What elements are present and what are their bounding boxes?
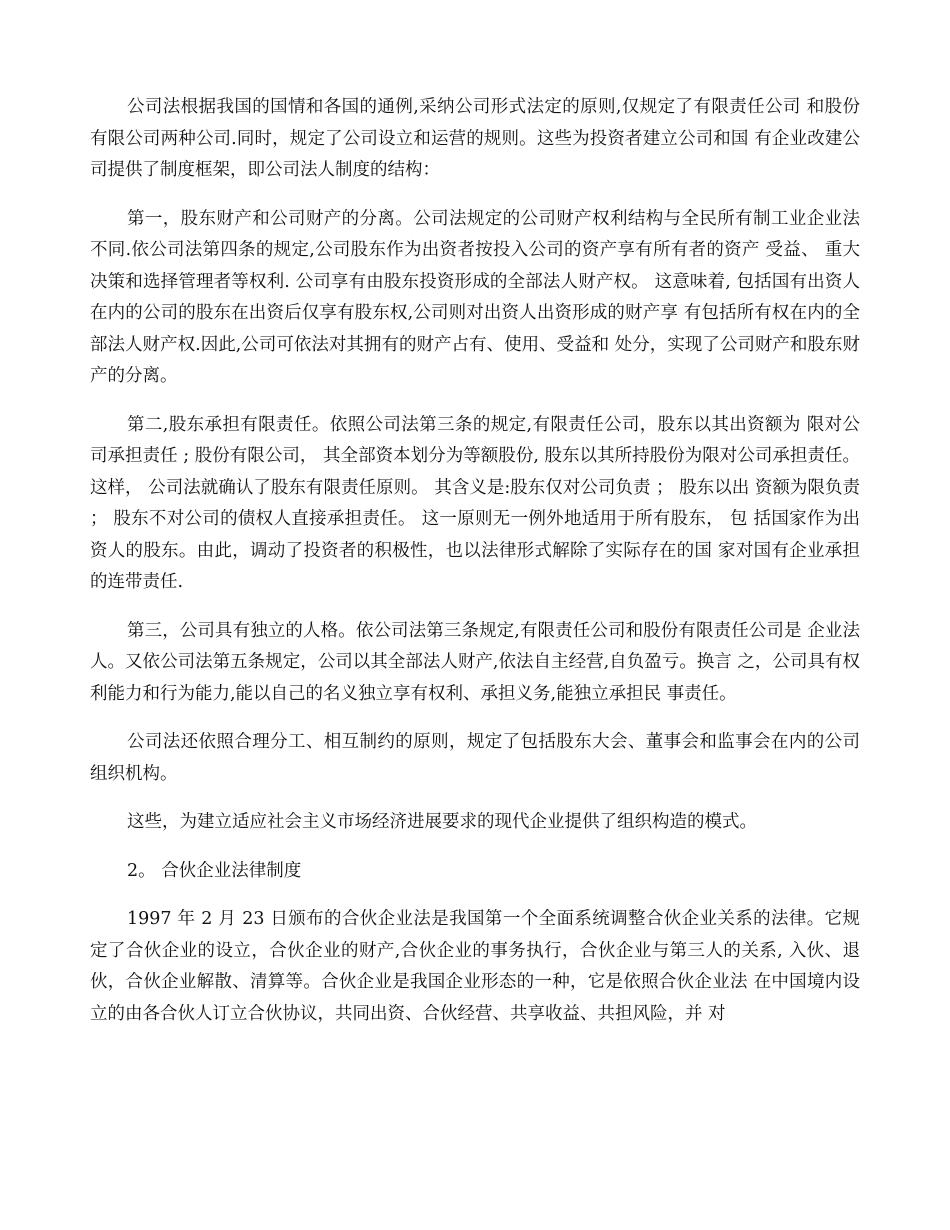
paragraph-modern-enterprise-model: 这些，为建立适应社会主义市场经济进展要求的现代企业提供了组织构造的模式。 (127, 812, 757, 832)
paragraph-third-independent-personality: 第三，公司具有独立的人格。依公司法第三条规定,有限责任公司和股份有限责任公司是 企业法人。又依公司法第五条规定，公司以其全部法人财产,依法自主经营,自负盈亏。换言 之，公司具有权利能力和行为能力,能以自己的名义独立享有权利、承担义务,能独立承担民 事责任。 (90, 620, 860, 704)
paragraph-second-limited-liability: 第二,股东承担有限责任。依照公司法第三条的规定,有限责任公司，股东以其出资额为 限对公司承担责任 ; 股份有限公司， 其全部资本划分为等额股份, 股东以其所持股份为限对公司承担责任。 这样， 公司法就确认了股东有限责任原则。 其含义是:股东仅对公司负责 ； 股东以出 资额为限负责 ； 股东不对公司的债权人直接承担责任。 这一原则无一例外地适用于所有股东， 包 括国家作为出资人的股东。由此，调动了投资者的积极性，也以法律形式解除了实际存在的国 家对国有企业承担的连带责任. (90, 414, 860, 592)
section-heading-partnership-law: 2。 合伙企业法律制度 (127, 860, 302, 881)
document-page (90, 92, 860, 1047)
paragraph-first-property-separation: 第一，股东财产和公司财产的分离。公司法规定的公司财产权利结构与全民所有制工业企业法不同.依公司法第四条的规定,公司股东作为出资者按投入公司的资产享有所有者的资产 受益、 重大决策和选择管理者等权利. 公司享有由股东投资形成的全部法人财产权。 这意味着, 包括国有出资人在内的公司的股东在出资后仅享有股东权,公司则对出资人出资形成的财产享 有包括所有权在内的全部法人财产权.因此,公司可依法对其拥有的财产占有、使用、受益和 处分，实现了公司财产和股东财产的分离。 (90, 208, 860, 386)
paragraph-partnership-law-1997: 1997 年 2 月 23 日颁布的合伙企业法是我国第一个全面系统调整合伙企业关系的法律。它规定了合伙企业的设立，合伙企业的财产,合伙企业的事务执行，合伙企业与第三人的关系, 入伙、退伙，合伙企业解散、清算等。合伙企业是我国企业形态的一种，它是依照合伙企业法 在中国境内设立的由各合伙人订立合伙协议，共同出资、合伙经营、共享收益、共担风险，并 对 (90, 909, 860, 1024)
paragraph-organizational-structure: 公司法还依照合理分工、相互制约的原则，规定了包括股东大会、董事会和监事会在内的公司组织机构。 (90, 732, 860, 784)
paragraph-company-law-intro: 公司法根据我国的国情和各国的通例,采纳公司形式法定的原则,仅规定了有限责任公司 和股份有限公司两种公司.同时，规定了公司设立和运营的规则。这些为投资者建立公司和国 有企业改建公司提供了制度框架，即公司法人制度的结构： (90, 97, 860, 180)
